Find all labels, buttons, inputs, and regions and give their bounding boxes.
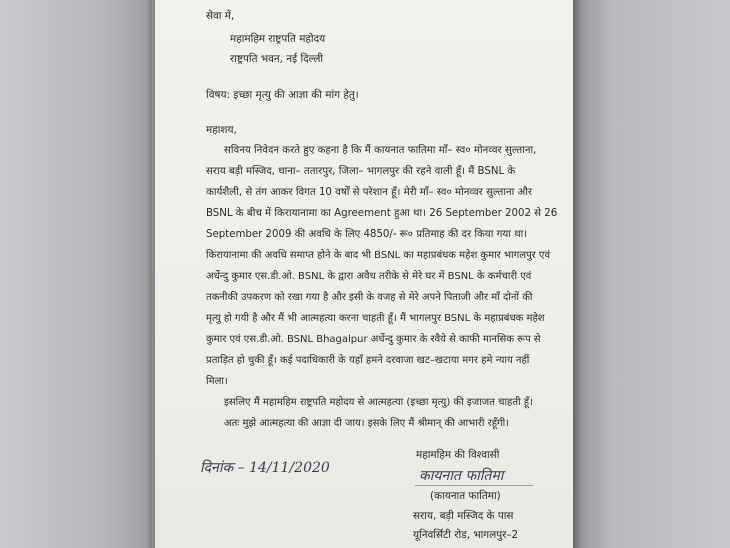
signature-underline — [415, 485, 533, 486]
letter-page — [155, 0, 573, 548]
body-line: BSNL के बीच में किरायानामा का Agreement हुआ था। 26 September 2002 से 26 — [206, 208, 558, 219]
address: राष्ट्रपति भवन, नई दिल्ली — [230, 53, 324, 65]
body-line: कुमार एवं एस.डी.ओ. BSNL Bhagalpur अर्धेन्दु कुमार के रवैये से काफी मानसिक रूप से — [206, 334, 541, 345]
request-line: इसलिए मैं महामहिम राष्ट्रपति महोदय से आत्महत्या (इच्छा मृत्यु) की इजाजत चाहती हूँ। — [224, 397, 533, 408]
body-line: कार्यशैली, से तंग आकर विगत 10 वर्षों से परेशान हूँ। मेरी माँ– स्व० मोनव्वर सुल्ताना और — [206, 187, 533, 198]
body-line: मिला। — [206, 376, 228, 387]
salutation-to: सेवा में, — [206, 10, 235, 22]
background-left — [0, 0, 152, 548]
body-line: किरायानामा की अवधि समाप्त होने के बाद भी BSNL का महाप्रबंधक महेश कुमार भागलपुर एवं — [206, 250, 551, 261]
date-handwritten: दिनांक – 14/11/2020 — [200, 460, 330, 476]
subject-line: विषय: इच्छा मृत्यु की आज्ञा की मांग हेतु। — [206, 89, 359, 101]
signature: कायनात फातिमा — [419, 468, 504, 484]
body-line: September 2009 की अवधि के लिए 4850/- रू० प्रतिमाह की दर किया गया था। — [206, 229, 528, 240]
signer-name: (कायनात फातिमा) — [430, 490, 501, 502]
body-line: प्रताड़ित हो चुकी हूँ। कई पदाधिकारी के यहाँ हमने दरवाजा खट–खटाया मगर हमे न्याय नहीं — [206, 355, 530, 366]
body-line: मृत्यु हो गयी है और मैं भी आत्महत्या करना चाहती हूँ। मैं भागलपुर BSNL के महाप्रबंधक महेश — [206, 313, 545, 324]
body-line: तकनीकी उपकरण को रखा गया है और इसी के वजह से मेरे अपने पिताजी और माँ दोनों की — [206, 292, 533, 303]
greeting: महाशय, — [206, 124, 237, 136]
background-right — [572, 0, 730, 548]
signer-address: सराय, बड़ी मस्जिद के पास — [413, 510, 514, 522]
paper-shadow-right — [572, 0, 582, 548]
request-line: अतः मुझे आत्महत्या की आज्ञा दी जाय। इसके लिए मैं श्रीमान् की आभारी रहूँगी। — [224, 418, 510, 429]
body-line: अर्धेन्दु कुमार एस.डी.ओ. BSNL के द्वारा अवैध तरीके से मेरे घर में BSNL के कर्मचारी एवं — [206, 271, 532, 282]
body-line: सविनय निवेदन करते हुए कहना है कि मैं कायनात फातिमा माँ– स्व० मोनव्वर सुल्ताना, — [224, 145, 537, 156]
signer-address: यूनिवर्सिटी रोड, भागलपुर–2 — [413, 529, 519, 541]
addressee: महामहिम राष्ट्रपति महोदय — [230, 33, 326, 45]
closing: महामहिम की विश्वासी — [416, 449, 500, 461]
body-line: सराय बड़ी मस्जिद, थाना– ततारपुर, जिला– भागलपुर की रहने वाली हूँ। मैं BSNL के — [206, 166, 516, 177]
